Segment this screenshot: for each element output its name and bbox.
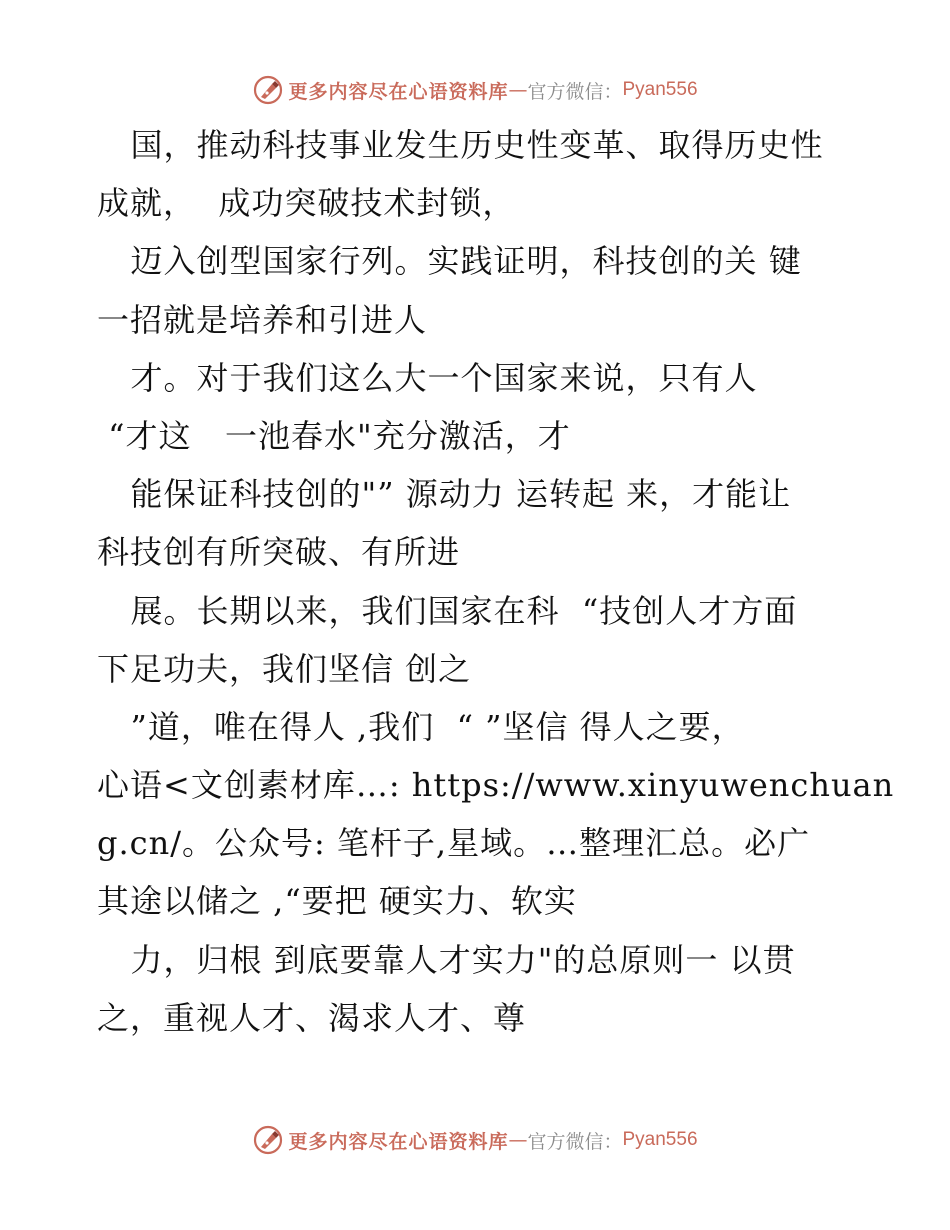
body-line: 科技创有所突破、有所进	[97, 533, 461, 572]
watermark-main-text: 更多内容尽在心语资料库	[288, 80, 509, 103]
body-line: “才这 一池春水"充分激活，才	[97, 416, 571, 455]
watermark-dash: —	[508, 79, 528, 101]
body-line: 才。对于我们这么大一个国家来说，只有人	[97, 358, 758, 397]
body-line: 之，重视人才、渴求人才、尊	[97, 998, 527, 1037]
footer-watermark	[0, 1122, 950, 1158]
body-line: 其途以储之 ,“要把 硬实力、软实	[97, 882, 577, 921]
document-body	[97, 116, 895, 1047]
body-line: g.cn/。公众号: 笔杆子,星域。…整理汇总。必广	[97, 824, 811, 863]
watermark-main-text: 更多内容尽在心语资料库	[288, 1130, 509, 1153]
body-line: 下足功夫，我们坚信 创之	[97, 649, 472, 688]
watermark-dash: —	[508, 1129, 528, 1151]
body-line: 能保证科技创的"” 源动力 运转起 来，才能让	[97, 475, 792, 514]
body-line: 力，归根 到底要靠人才实力"的总原则一 以贯	[97, 940, 796, 979]
watermark-wechat-label: 官方微信：	[527, 1130, 623, 1153]
watermark-wechat-id: Pyan556	[622, 79, 698, 100]
body-line: 一招就是培养和引进人	[97, 300, 428, 339]
header-watermark	[0, 72, 950, 108]
body-line: 国，推动科技事业发生历史性变革、取得历史性	[97, 126, 824, 164]
body-line: 展。长期以来，我们国家在科 “技创人才方面	[97, 591, 798, 630]
body-line: 迈入创型国家行列。实践证明，科技创的关 键	[97, 242, 802, 281]
pen-logo-icon	[252, 74, 284, 106]
body-line: 心语<文创素材库…: https://www.xinyuwenchuan	[97, 766, 895, 805]
watermark-wechat-label: 官方微信：	[527, 80, 623, 103]
body-line: ”道，唯在得人 ,我们 “ ”坚信 得人之要，	[97, 707, 745, 746]
body-line: 成就， 成功突破技术封锁，	[97, 184, 516, 223]
pen-logo-icon	[252, 1124, 284, 1156]
watermark-wechat-id: Pyan556	[622, 1129, 698, 1150]
